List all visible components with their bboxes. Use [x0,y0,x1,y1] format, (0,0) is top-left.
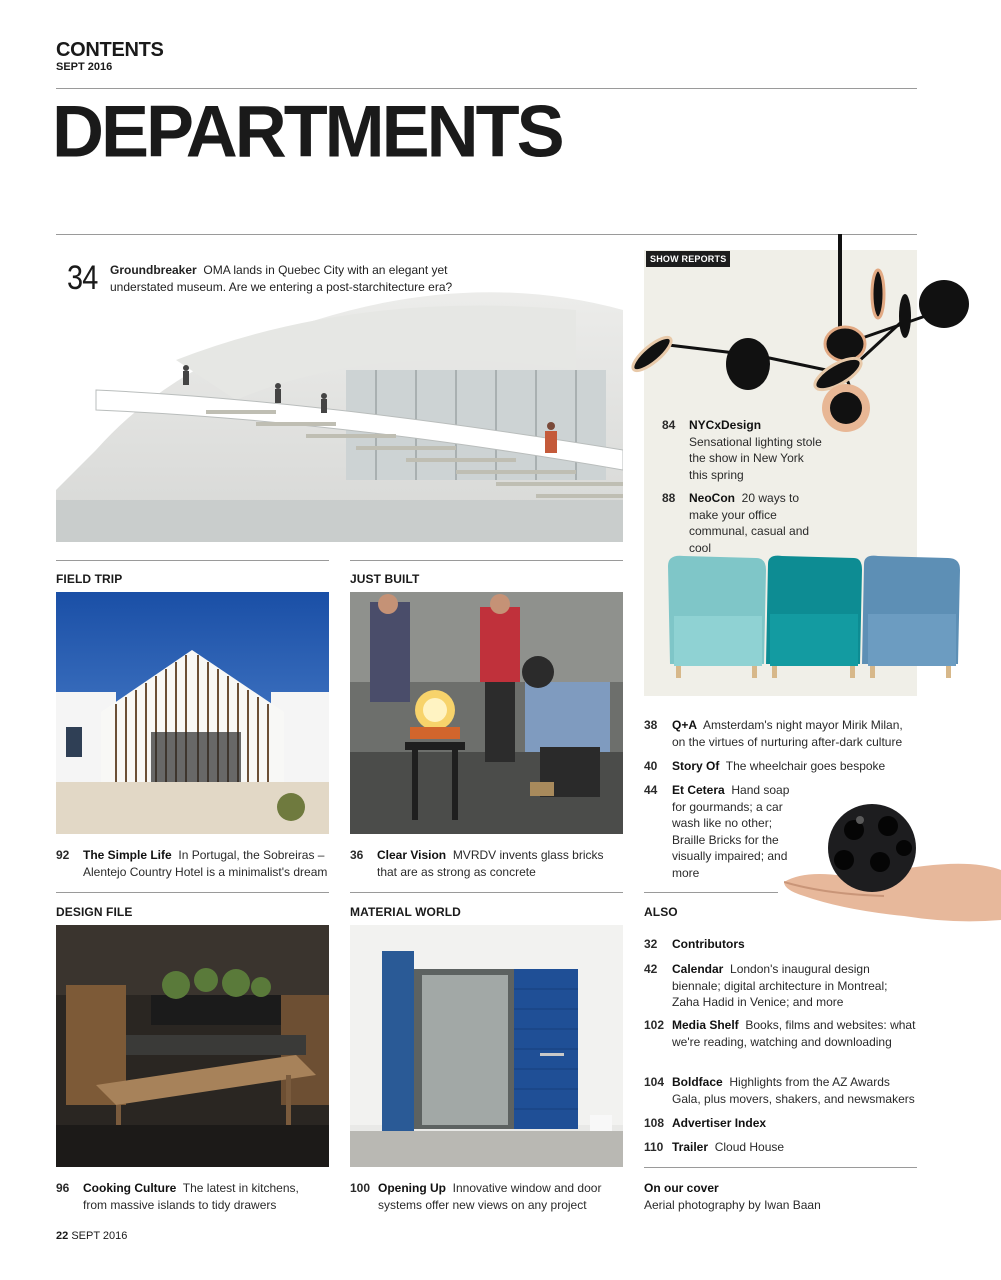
entry-title: Clear Vision [377,848,447,862]
page-number: 22 [56,1230,69,1242]
also-entry-boldface [644,1074,916,1107]
entry-page-number: 102 [644,1018,665,1032]
entry-text: In Portugal, the Sobreiras – Alentejo Country Hotel is a minimalist's dream [83,848,328,879]
entry-page-number: 108 [644,1116,665,1130]
page-title: DEPARTMENTS [52,91,562,173]
show-report-entry-2 [662,490,822,556]
entry-page-number: 40 [644,759,658,773]
section-label-material-world: MATERIAL WORLD [350,905,461,919]
entry-page-number: 88 [662,491,676,505]
entry-text: Hand soap for gourmands; a car wash like no other; Braille Bricks for the visually impaired; and more [672,783,790,880]
cover-text: Aerial photography by Iwan Baan [644,1197,821,1212]
entry-clear-vision [350,847,620,880]
show-report-entry-1 [662,417,822,483]
section-title: CONTENTS [56,39,164,61]
header-rule [56,88,917,89]
entry-page-number: 96 [56,1181,70,1195]
entry-page-number: 84 [662,418,676,432]
entry-title: Opening Up [378,1181,446,1195]
entry-page-number: 110 [644,1140,664,1154]
entry-title: Story Of [672,759,720,773]
page-folio [56,1230,127,1242]
hotel-photo [56,592,329,834]
entry-title: Cooking Culture [83,1181,177,1195]
entry-et-cetera [644,782,792,881]
also-entry-calendar [644,961,916,1011]
entry-title: NYCxDesign [689,418,762,432]
entry-text: The latest in kitchens, from massive islands to tidy drawers [83,1181,299,1212]
column-rule [350,892,623,893]
door-photo [350,925,623,1167]
entry-story-of [644,758,919,775]
entry-title: NeoCon [689,491,735,505]
entry-page-number: 104 [644,1075,665,1089]
entry-page-number: 42 [644,962,658,976]
show-reports-badge: SHOW REPORTS [646,251,730,267]
section-label-also: ALSO [644,905,678,919]
entry-cooking-culture [56,1180,326,1213]
entry-title: Et Cetera [672,783,725,797]
entry-text: London's inaugural design biennale; digital architecture in Montreal; Zaha Hadid in Venice; and more [672,962,888,1009]
entry-opening-up [350,1180,620,1213]
entry-page-number: 100 [350,1181,371,1195]
column-rule [644,892,778,893]
entry-text: The wheelchair goes bespoke [725,759,886,773]
entry-page-number: 92 [56,848,70,862]
entry-title: Advertiser Index [672,1116,767,1130]
feature-page-number: 34 [67,259,98,297]
column-rule [350,560,623,561]
feature-text: OMA lands in Quebec City with an elegant yet understated museum. Are we entering a post-starchitecture era? [110,263,453,294]
entry-title: Q+A [672,718,698,732]
entry-page-number: 38 [644,718,658,732]
entry-title: The Simple Life [83,848,172,862]
pendant-lamp-photo [630,234,975,434]
entry-title: Trailer [672,1140,709,1154]
also-entry-trailer [644,1139,916,1156]
feature-title: Groundbreaker [110,263,197,277]
section-label-design-file: DESIGN FILE [56,905,133,919]
entry-qa [644,717,919,750]
entry-page-number: 36 [350,848,364,862]
entry-simple-life [56,847,336,880]
section-label-just-built: JUST BUILT [350,572,420,586]
entry-page-number: 44 [644,783,658,797]
feature-description [110,262,490,295]
entry-text: Sensational lighting stole the show in New York this spring [689,434,822,482]
also-entry-media-shelf [644,1017,916,1050]
entry-text: Innovative window and door systems offer new views on any project [378,1181,602,1212]
column-rule [56,892,329,893]
entry-page-number: 32 [644,937,658,951]
entry-text: Cloud House [714,1140,785,1154]
folio-date: SEPT 2016 [71,1230,128,1242]
section-label-field-trip: FIELD TRIP [56,572,123,586]
glassblowing-photo [350,592,623,834]
entry-text: Amsterdam's night mayor Mirik Milan, on the virtues of nurturing after-dark culture [672,718,903,749]
entry-text: Books, films and websites: what we're reading, watching and downloading [672,1018,916,1049]
entry-text: Highlights from the AZ Awards Gala, plus movers, shakers, and newsmakers [672,1075,915,1106]
issue-date: SEPT 2016 [56,61,113,73]
entry-text: 20 ways to make your office communal, casual and cool [689,491,810,555]
lounge-chairs-photo [664,554,964,680]
entry-title: Boldface [672,1075,723,1089]
entry-title: Contributors [672,937,745,951]
entry-text: MVRDV invents glass bricks that are as strong as concrete [377,848,604,879]
cover-label: On our cover [644,1181,719,1195]
cover-rule [644,1167,917,1168]
entry-title: Calendar [672,962,724,976]
also-entry-advertiser-index [644,1115,916,1132]
column-rule [56,560,329,561]
also-entry-contributors [644,936,916,953]
soap-in-hand-photo [784,800,1001,930]
entry-title: Media Shelf [672,1018,739,1032]
kitchen-photo [56,925,329,1167]
cover-credit [644,1180,916,1213]
